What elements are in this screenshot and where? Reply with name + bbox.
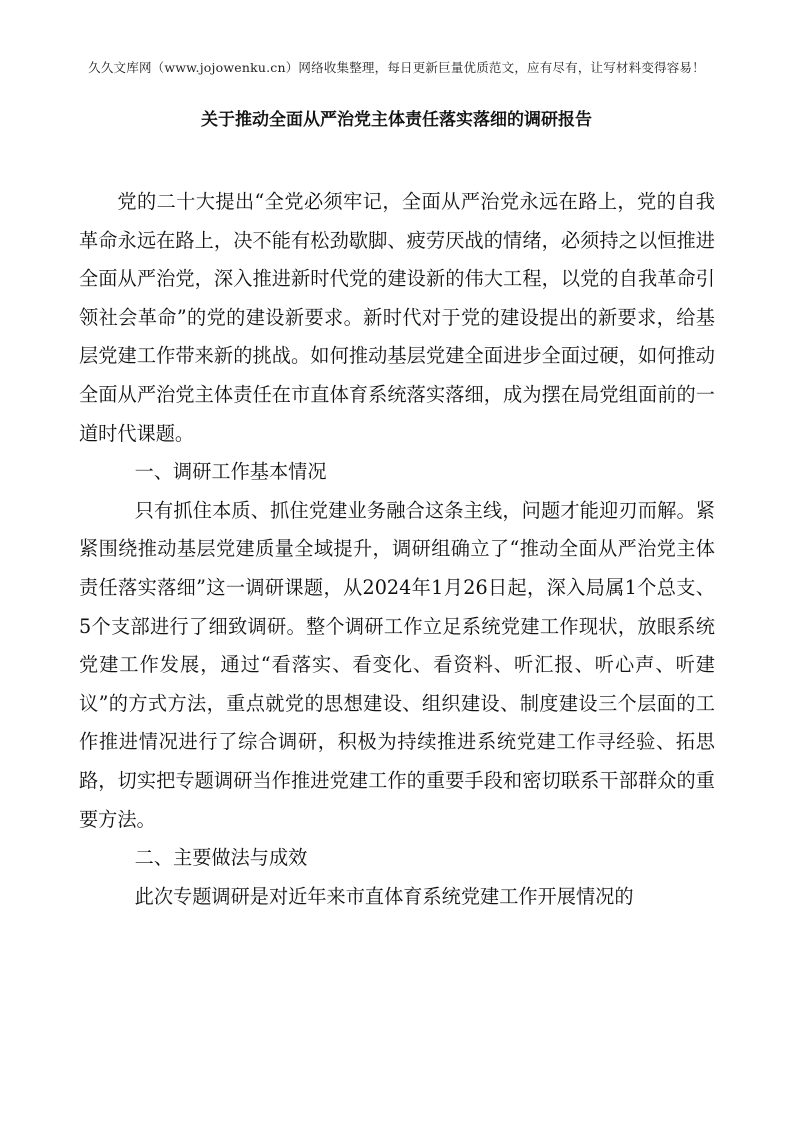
document-body (79, 183, 715, 916)
paragraph-basic-situation: 只有抓住本质、抓住党建业务融合这条主线，问题才能迎刃而解。紧紧围绕推动基层党建质量全域提升，调研组确立了“推动全面从严治党主体责任落实落细”这一调研课题，从2024年1月26日起，深入局属1个总支、5个支部进行了细致调研。整个调研工作立足系统党建工作现状，放眼系统党建工作发展，通过“看落实、看变化、看资料、听汇报、听心声、听建议”的方式方法，重点就党的思想建设、组织建设、制度建设三个层面的工作推进情况进行了综合调研，积极为持续推进系统党建工作寻经验、拓思路，切实把专题调研当作推进党建工作的重要手段和密切联系干部群众的重要方法。 (79, 498, 715, 831)
paragraph-practices: 此次专题调研是对近年来市直体育系统党建工作开展情况的 (134, 884, 634, 908)
section-heading-2: 二、主要做法与成效 (134, 846, 308, 870)
document-title: 关于推动全面从严治党主体责任落实落细的调研报告 (201, 110, 592, 130)
section-heading-1: 一、调研工作基本情况 (134, 460, 327, 484)
header-note: 久久文库网（www.jojowenku.cn）网络收集整理，每日更新巨量优质范文，应有尽有，让写材料变得容易！ (88, 60, 705, 75)
paragraph-intro: 党的二十大提出“全党必须牢记，全面从严治党永远在路上，党的自我革命永远在路上，决不能有松劲歇脚、疲劳厌战的情绪，必须持之以恒推进全面从严治党，深入推进新时代党的建设新的伟大工程，以党的自我革命引领社会革命”的党的建设新要求。新时代对于党的建设提出的新要求，给基层党建工作带来新的挑战。如何推动基层党建全面进步全面过硬，如何推动全面从严治党主体责任在市直体育系统落实落细，成为摆在局党组面前的一道时代课题。 (79, 190, 715, 445)
